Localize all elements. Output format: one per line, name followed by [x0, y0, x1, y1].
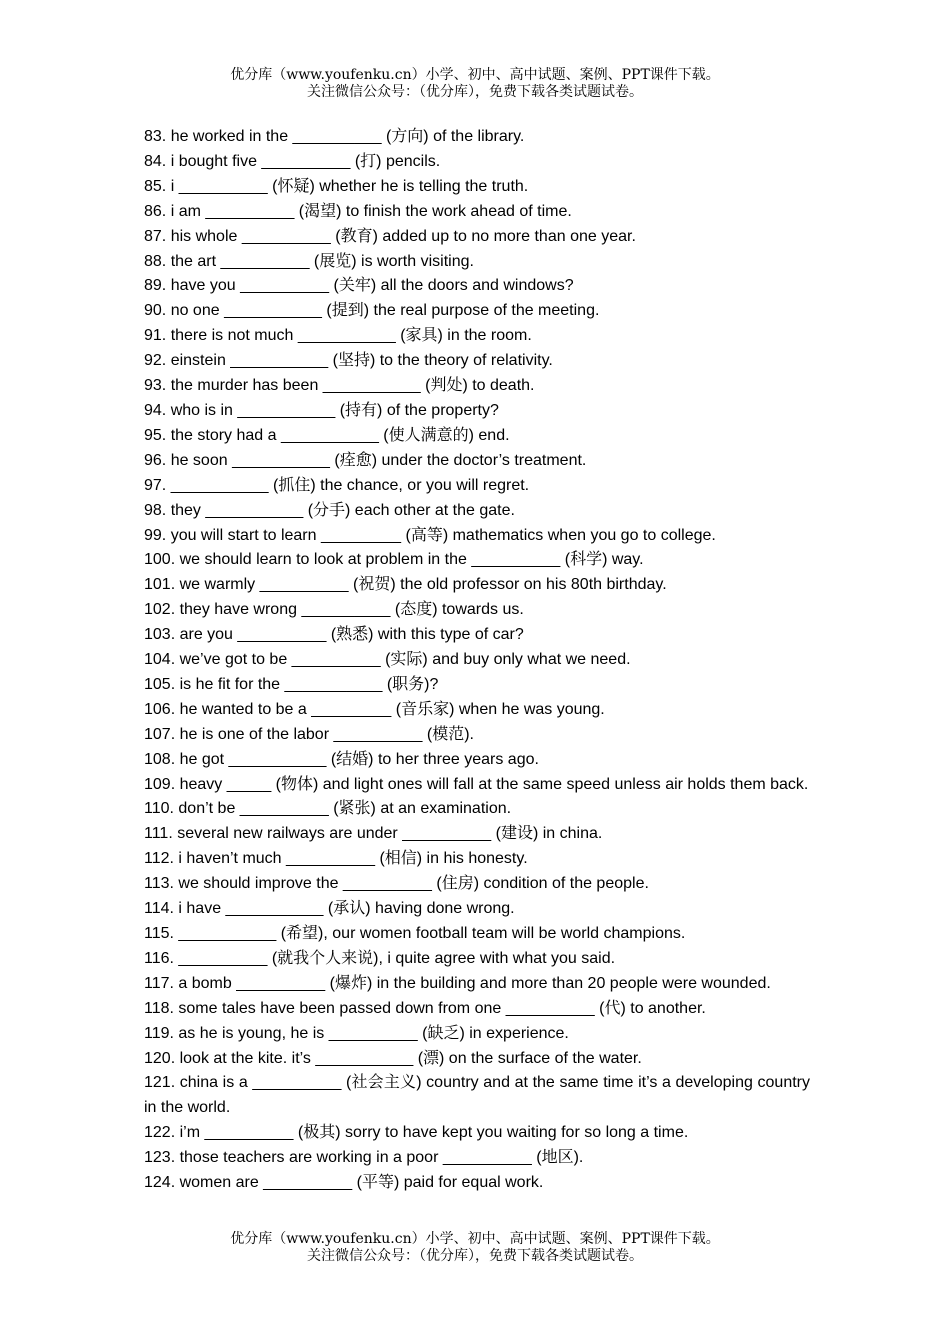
header-line-2: 关注微信公众号：（优分库），免费下载各类试题试卷。	[307, 84, 643, 100]
exercise-item: 111. several new railways are under __________ (建设) in china.	[144, 825, 603, 843]
exercise-item: 98. they ___________ (分手) each other at the gate.	[144, 501, 515, 519]
exercise-item: 83. he worked in the __________ (方向) of the library.	[144, 128, 525, 145]
exercise-item: 100. we should learn to look at problem in the __________ (科学) way.	[144, 551, 644, 569]
exercise-item: 119. as he is young, he is __________ (缺乏) in experience.	[144, 1024, 569, 1042]
exercise-item: 93. the murder has been ___________ (判处) to death.	[144, 377, 535, 395]
exercise-item: 116. __________ (就我个人来说), i quite agree with what you said.	[144, 949, 616, 967]
footer-line-2: 关注微信公众号：（优分库），免费下载各类试题试卷。	[307, 1248, 643, 1264]
exercise-item: 84. i bought five __________ (打) pencils.	[144, 152, 441, 170]
exercise-item: 115. ___________ (希望), our women football team will be world champions.	[144, 925, 686, 942]
exercise-item: 123. those teachers are working in a poor __________ (地区).	[144, 1149, 584, 1167]
exercise-item: 87. his whole __________ (教育) added up to no more than one year.	[144, 227, 636, 245]
exercise-list	[144, 125, 810, 1196]
exercise-item: 118. some tales have been passed down from one __________ (代) to another.	[144, 999, 706, 1017]
exercise-item: 108. he got ___________ (结婚) to her three years ago.	[144, 750, 539, 768]
exercise-item: 88. the art __________ (展览) is worth visiting.	[144, 252, 474, 270]
exercise-item: 103. are you __________ (熟悉) with this type of car?	[144, 626, 524, 644]
exercise-item: 101. we warmly __________ (祝贺) the old professor on his 80th birthday.	[144, 576, 667, 594]
exercise-item: 86. i am __________ (渴望) to finish the work ahead of time.	[144, 202, 572, 220]
exercise-item: 122. i’m __________ (极其) sorry to have kept you waiting for so long a time.	[144, 1124, 689, 1142]
exercise-item: 124. women are __________ (平等) paid for equal work.	[144, 1174, 544, 1192]
exercise-item: 114. i have ___________ (承认) having done wrong.	[144, 900, 515, 918]
exercise-item: 92. einstein ___________ (坚持) to the theory of relativity.	[144, 352, 553, 370]
exercise-item: 96. he soon ___________ (痊愈) under the doctor’s treatment.	[144, 451, 587, 469]
exercise-item: 120. look at the kite. it’s ___________ (漂) on the surface of the water.	[144, 1049, 642, 1067]
page-header	[0, 67, 950, 101]
exercise-item: 102. they have wrong __________ (态度) towards us.	[144, 601, 524, 619]
exercise-item: 107. he is one of the labor __________ (模范).	[144, 725, 475, 743]
exercise-item: 113. we should improve the __________ (住房) condition of the people.	[144, 875, 649, 893]
exercise-item: 106. he wanted to be a _________ (音乐家) when he was young.	[144, 700, 605, 718]
exercise-item: 95. the story had a ___________ (使人满意的) end.	[144, 426, 510, 444]
page-footer	[0, 1231, 950, 1265]
exercise-item: 89. have you __________ (关牢) all the doors and windows?	[144, 277, 574, 295]
exercise-item: 112. i haven’t much __________ (相信) in his honesty.	[144, 850, 528, 868]
exercise-item: 104. we’ve got to be __________ (实际) and buy only what we need.	[144, 651, 631, 669]
exercise-item: 110. don’t be __________ (紧张) at an examination.	[144, 800, 512, 818]
exercise-item: 94. who is in ___________ (持有) of the property?	[144, 401, 499, 419]
exercise-item: 97. ___________ (抓住) the chance, or you will regret.	[144, 476, 530, 494]
exercise-item: 117. a bomb __________ (爆炸) in the building and more than 20 people were wounded.	[144, 974, 771, 992]
exercise-item: 109. heavy _____ (物体) and light ones will fall at the same speed unless air holds them back.	[144, 775, 809, 793]
exercise-item: 91. there is not much ___________ (家具) in the room.	[144, 327, 532, 345]
exercise-item: 121. china is a __________ (社会主义) country and at the same time it’s a developing country in the world.	[144, 1074, 810, 1117]
exercise-item: 105. is he fit for the ___________ (职务)?	[144, 675, 439, 693]
exercise-item: 85. i __________ (怀疑) whether he is telling the truth.	[144, 177, 529, 195]
exercise-item: 90. no one ___________ (提到) the real purpose of the meeting.	[144, 302, 600, 320]
footer-line-1: 优分库（www.youfenku.cn）小学、初中、高中试题、案例、PPT课件下载。	[230, 1231, 720, 1247]
exercise-item: 99. you will start to learn _________ (高等) mathematics when you go to college.	[144, 526, 716, 544]
header-line-1: 优分库（www.youfenku.cn）小学、初中、高中试题、案例、PPT课件下载。	[230, 67, 720, 83]
